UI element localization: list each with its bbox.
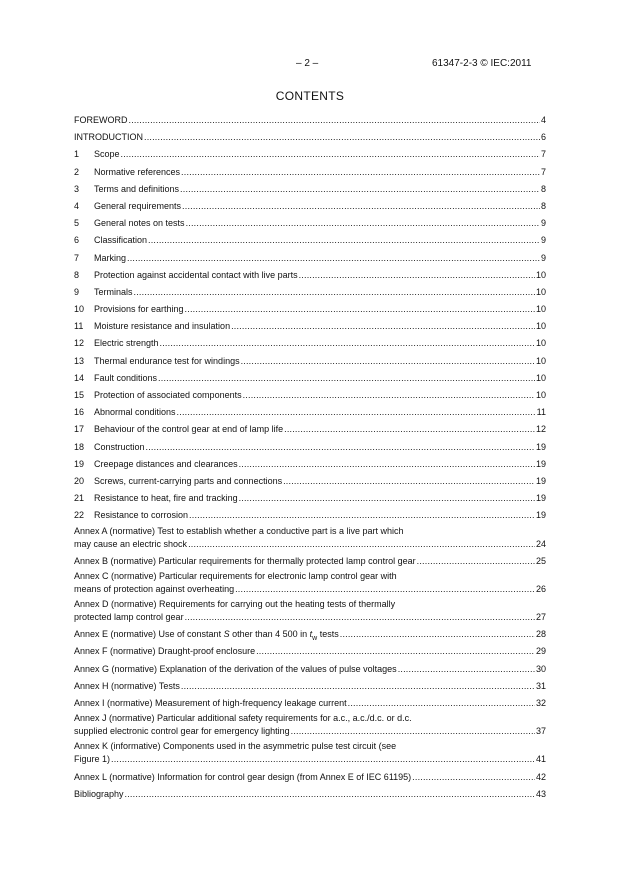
toc-entry-annex-d[interactable]: Annex D (normative) Requirements for carrying out the heating tests of thermally protected lamp control gear ..... 27	[74, 599, 546, 625]
toc-entry[interactable]: 22 Resistance to corrosion ..... 19	[74, 508, 546, 523]
toc-entry-annex-l[interactable]: Annex L (normative) Information for control gear design (from Annex E of IEC 61195) ..... 42	[74, 770, 546, 785]
toc-entry[interactable]: 14 Fault conditions ..... 10	[74, 371, 546, 386]
toc-entry[interactable]: 2 Normative references ..... 7	[74, 165, 546, 180]
toc-entry[interactable]: 9 Terminals ..... 10	[74, 285, 546, 300]
toc-entry-annex-a[interactable]: Annex A (normative) Test to establish whether a conductive part is a live part which may cause an electric shock ..... 24	[74, 526, 546, 552]
toc-entry[interactable]: 3 Terms and definitions ..... 8	[74, 182, 546, 197]
toc-entry[interactable]: 21 Resistance to heat, fire and tracking ..... 19	[74, 491, 546, 506]
toc-entry[interactable]: 18 Construction ..... 19	[74, 440, 546, 455]
toc-entry[interactable]: 10 Provisions for earthing ..... 10	[74, 302, 546, 317]
toc-entry[interactable]: 5 General notes on tests ..... 9	[74, 216, 546, 231]
toc-entry-annex-h[interactable]: Annex H (normative) Tests ..... 31	[74, 679, 546, 694]
table-of-contents	[74, 113, 546, 804]
toc-entry[interactable]: 13 Thermal endurance test for windings ..... 10	[74, 354, 546, 369]
toc-entry-annex-j[interactable]: Annex J (normative) Particular additional safety requirements for a.c., a.c./d.c. or d.c. supplied electronic control gear for emergency lighting ..... 37	[74, 713, 546, 739]
toc-entry-annex-b[interactable]: Annex B (normative) Particular requirements for thermally protected lamp control gear ..... 25	[74, 554, 546, 569]
toc-entry[interactable]: 16 Abnormal conditions ..... 11	[74, 405, 546, 420]
toc-entry[interactable]: 11 Moisture resistance and insulation ..... 10	[74, 319, 546, 334]
toc-entry-annex-k[interactable]: Annex K (informative) Components used in the asymmetric pulse test circuit (see Figure 1) ..... 41	[74, 741, 546, 767]
toc-entry[interactable]: 7 Marking ..... 9	[74, 251, 546, 266]
toc-entry-annex-e[interactable]: Annex E (normative) Use of constant S other than 4 500 in $t_w$ tests ..... 28	[74, 627, 546, 642]
toc-entry[interactable]: 12 Electric strength ..... 10	[74, 336, 546, 351]
toc-entry-annex-f[interactable]: Annex F (normative) Draught-proof enclosure ..... 29	[74, 644, 546, 659]
toc-entry-annex-g[interactable]: Annex G (normative) Explanation of the derivation of the values of pulse voltages ..... 30	[74, 662, 546, 677]
page-title: CONTENTS	[275, 89, 345, 103]
toc-entry-foreword[interactable]: FOREWORD ..... 4	[74, 113, 546, 128]
toc-entry-annex-c[interactable]: Annex C (normative) Particular requirements for electronic lamp control gear with means of protection against overheating ..... 26	[74, 571, 546, 597]
page-number: – 2 –	[296, 58, 319, 69]
toc-entry[interactable]: 20 Screws, current-carrying parts and connections ..... 19	[74, 474, 546, 489]
document-reference: 61347-2-3 © IEC:2011	[432, 58, 532, 69]
toc-entry[interactable]: 17 Behaviour of the control gear at end of lamp life ..... 12	[74, 422, 546, 437]
toc-entry[interactable]: 19 Creepage distances and clearances ..... 19	[74, 457, 546, 472]
toc-entry[interactable]: 8 Protection against accidental contact with live parts ..... 10	[74, 268, 546, 283]
toc-entry[interactable]: 6 Classification ..... 9	[74, 233, 546, 248]
toc-entry-bibliography[interactable]: Bibliography ..... 43	[74, 787, 546, 802]
toc-entry[interactable]: 15 Protection of associated components ..... 10	[74, 388, 546, 403]
toc-entry-introduction[interactable]: INTRODUCTION ..... 6	[74, 130, 546, 145]
toc-entry-annex-i[interactable]: Annex I (normative) Measurement of high-frequency leakage current ..... 32	[74, 696, 546, 711]
toc-entry[interactable]: 1 Scope ..... 7	[74, 147, 546, 162]
toc-entry[interactable]: 4 General requirements ..... 8	[74, 199, 546, 214]
